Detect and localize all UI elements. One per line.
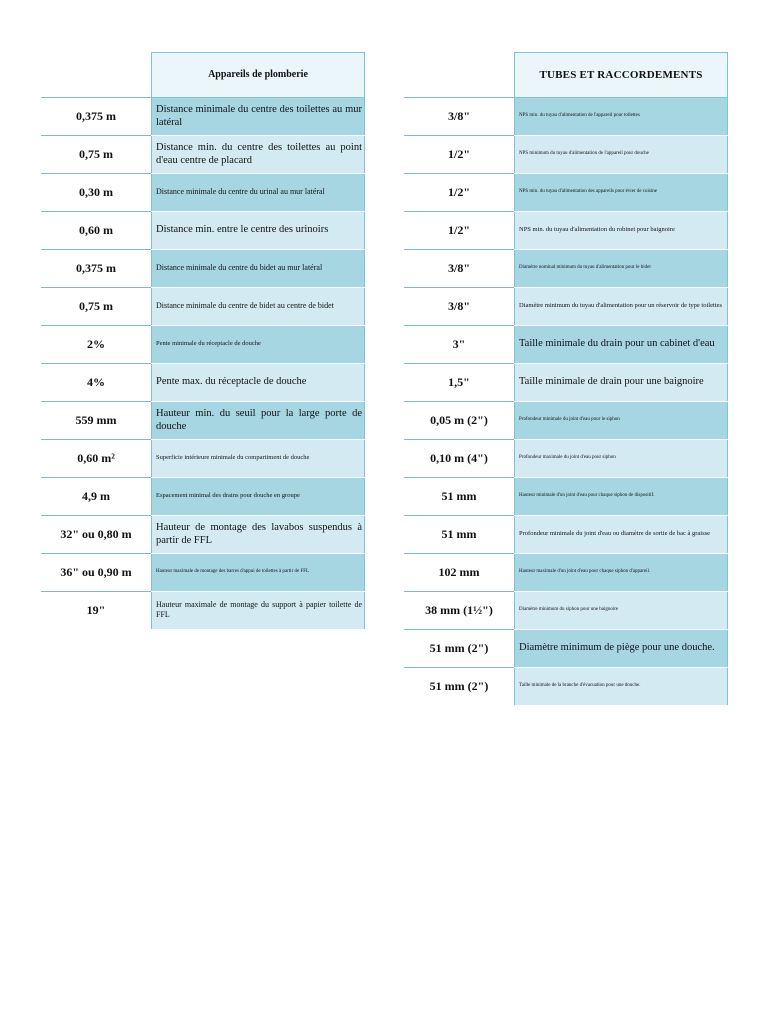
row-description: Hauteur maximale de montage du support à papier toilette de FFL xyxy=(152,591,365,629)
row-value: 1,5" xyxy=(404,363,515,401)
row-value: 559 mm xyxy=(41,401,152,439)
row-description: Taille minimale de la branche d'évacuation pour une douche. xyxy=(515,667,728,705)
row-value: 19" xyxy=(41,591,152,629)
row-value: 51 mm (2") xyxy=(404,667,515,705)
row-value: 38 mm (1½") xyxy=(404,591,515,629)
row-value: 3/8" xyxy=(404,249,515,287)
row-value: 0,05 m (2") xyxy=(404,401,515,439)
row-description: Diamètre minimum du siphon pour une baignoire xyxy=(515,591,728,629)
row-value: 4% xyxy=(41,363,152,401)
row-value: 3/8" xyxy=(404,287,515,325)
table-row xyxy=(41,211,365,249)
table-row xyxy=(404,211,728,249)
row-description: Profondeur minimale du joint d'eau ou diamètre de sortie de bac à graisse xyxy=(515,515,728,553)
row-value: 51 mm xyxy=(404,515,515,553)
table-row xyxy=(41,249,365,287)
row-value: 36" ou 0,90 m xyxy=(41,553,152,591)
row-value: 0,75 m xyxy=(41,135,152,173)
row-description: Diamètre minimum de piège pour une douche. xyxy=(515,629,728,667)
row-description: NPS min. du tuyau d'alimentation des appareils pour évier de cuisine xyxy=(515,173,728,211)
row-description: Taille minimale du drain pour un cabinet d'eau xyxy=(515,325,728,363)
table-row xyxy=(404,287,728,325)
header-spacer xyxy=(404,53,515,98)
row-value: 1/2" xyxy=(404,211,515,249)
row-value: 1/2" xyxy=(404,135,515,173)
row-description: Hauteur min. du seuil pour la large porte de douche xyxy=(152,401,365,439)
table-row xyxy=(404,173,728,211)
row-value: 3" xyxy=(404,325,515,363)
table-row xyxy=(404,629,728,667)
row-description: Pente minimale du réceptacle de douche xyxy=(152,325,365,363)
table-row xyxy=(41,515,365,553)
table-row xyxy=(41,477,365,515)
table-header: Appareils de plomberie xyxy=(152,53,365,98)
table-row xyxy=(404,325,728,363)
table-row xyxy=(41,553,365,591)
row-description: Distance minimale du centre du bidet au mur latéral xyxy=(152,249,365,287)
row-description: Distance min. du centre des toilettes au point d'eau centre de placard xyxy=(152,135,365,173)
table-row xyxy=(404,135,728,173)
table-row xyxy=(404,515,728,553)
plumbing-fixtures-table xyxy=(41,52,365,630)
table-row xyxy=(404,97,728,135)
table-row xyxy=(404,591,728,629)
row-description: NPS min. du tuyau d'alimentation du robinet pour baignoire xyxy=(515,211,728,249)
table-row xyxy=(41,401,365,439)
row-value: 4,9 m xyxy=(41,477,152,515)
row-value: 0,375 m xyxy=(41,97,152,135)
row-value: 0,375 m xyxy=(41,249,152,287)
row-value: 1/2" xyxy=(404,173,515,211)
row-value: 51 mm xyxy=(404,477,515,515)
row-description: Taille minimale de drain pour une baignoire xyxy=(515,363,728,401)
row-description: Profondeur minimale du joint d'eau pour le siphon xyxy=(515,401,728,439)
table-row xyxy=(41,97,365,135)
table-header-row xyxy=(404,53,728,98)
row-description: Espacement minimal des drains pour douche en groupe xyxy=(152,477,365,515)
table-row xyxy=(41,287,365,325)
row-description: Hauteur minimale d'un joint d'eau pour chaque siphon de dispositif. xyxy=(515,477,728,515)
row-description: Profondeur maximale du joint d'eau pour siphon xyxy=(515,439,728,477)
row-value: 32" ou 0,80 m xyxy=(41,515,152,553)
row-value: 102 mm xyxy=(404,553,515,591)
row-description: Hauteur maximale de montage des barres d'appui de toilettes à partir de FFL xyxy=(152,553,365,591)
row-value: 0,10 m (4") xyxy=(404,439,515,477)
row-description: Pente max. du réceptacle de douche xyxy=(152,363,365,401)
row-value: 0,30 m xyxy=(41,173,152,211)
table-row xyxy=(41,173,365,211)
table-row xyxy=(41,591,365,629)
row-description: NPS minimum du tuyau d'alimentation de l'appareil pour douche xyxy=(515,135,728,173)
row-description: Diamètre nominal minimum du tuyau d'alimentation pour le bidet xyxy=(515,249,728,287)
row-description: NPS min. du tuyau d'alimentation de l'appareil pour toilettes xyxy=(515,97,728,135)
row-value: 0,60 m² xyxy=(41,439,152,477)
table-row xyxy=(404,439,728,477)
row-description: Distance minimale du centre des toilettes au mur latéral xyxy=(152,97,365,135)
table-header-row xyxy=(41,53,365,98)
table-row xyxy=(404,401,728,439)
row-description: Hauteur maximale d'un joint d'eau pour chaque siphon d'appareil. xyxy=(515,553,728,591)
table-row xyxy=(41,135,365,173)
table-row xyxy=(41,363,365,401)
row-description: Hauteur de montage des lavabos suspendus à partir de FFL xyxy=(152,515,365,553)
row-description: Distance min. entre le centre des urinoirs xyxy=(152,211,365,249)
header-spacer xyxy=(41,53,152,98)
pipes-connections-table xyxy=(404,52,728,706)
row-value: 51 mm (2") xyxy=(404,629,515,667)
row-value: 3/8" xyxy=(404,97,515,135)
row-description: Superficie intérieure minimale du compartiment de douche xyxy=(152,439,365,477)
table-row xyxy=(404,363,728,401)
table-row xyxy=(41,325,365,363)
table-row xyxy=(404,553,728,591)
row-value: 2% xyxy=(41,325,152,363)
table-row xyxy=(404,667,728,705)
row-description: Distance minimale du centre de bidet au centre de bidet xyxy=(152,287,365,325)
table-row xyxy=(404,477,728,515)
table-header: TUBES ET RACCORDEMENTS xyxy=(515,53,728,98)
row-description: Diamètre minimum du tuyau d'alimentation pour un réservoir de type toilettes xyxy=(515,287,728,325)
table-row xyxy=(41,439,365,477)
row-description: Distance minimale du centre du urinal au mur latéral xyxy=(152,173,365,211)
table-row xyxy=(404,249,728,287)
row-value: 0,75 m xyxy=(41,287,152,325)
row-value: 0,60 m xyxy=(41,211,152,249)
